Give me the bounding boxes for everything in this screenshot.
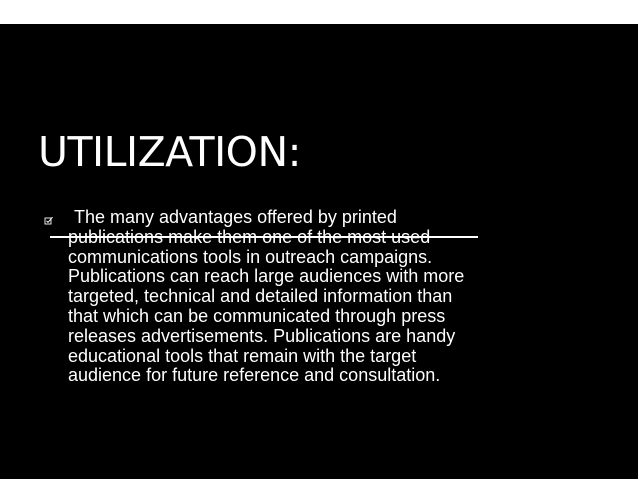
slide-title: UTILIZATION: <box>38 128 301 176</box>
slide <box>0 24 638 479</box>
body-line: targeted, technical and detailed information than <box>68 286 453 307</box>
body-line: audience for future reference and consultation. <box>68 365 441 386</box>
body-line: educational tools that remain with the target <box>68 345 417 366</box>
body-line: Publications can reach large audiences with more <box>68 266 465 287</box>
body-line: releases advertisements. Publications are handy <box>68 325 456 346</box>
body-line: that which can be communicated through press <box>68 305 446 326</box>
body-line: publications make them one of the most used <box>68 226 431 247</box>
checkbox-bullet-icon <box>44 216 54 226</box>
bullet-paragraph <box>68 208 538 386</box>
body-line: communications tools in outreach campaigns. <box>68 246 433 267</box>
body-line: The many advantages offered by printed <box>74 207 397 227</box>
